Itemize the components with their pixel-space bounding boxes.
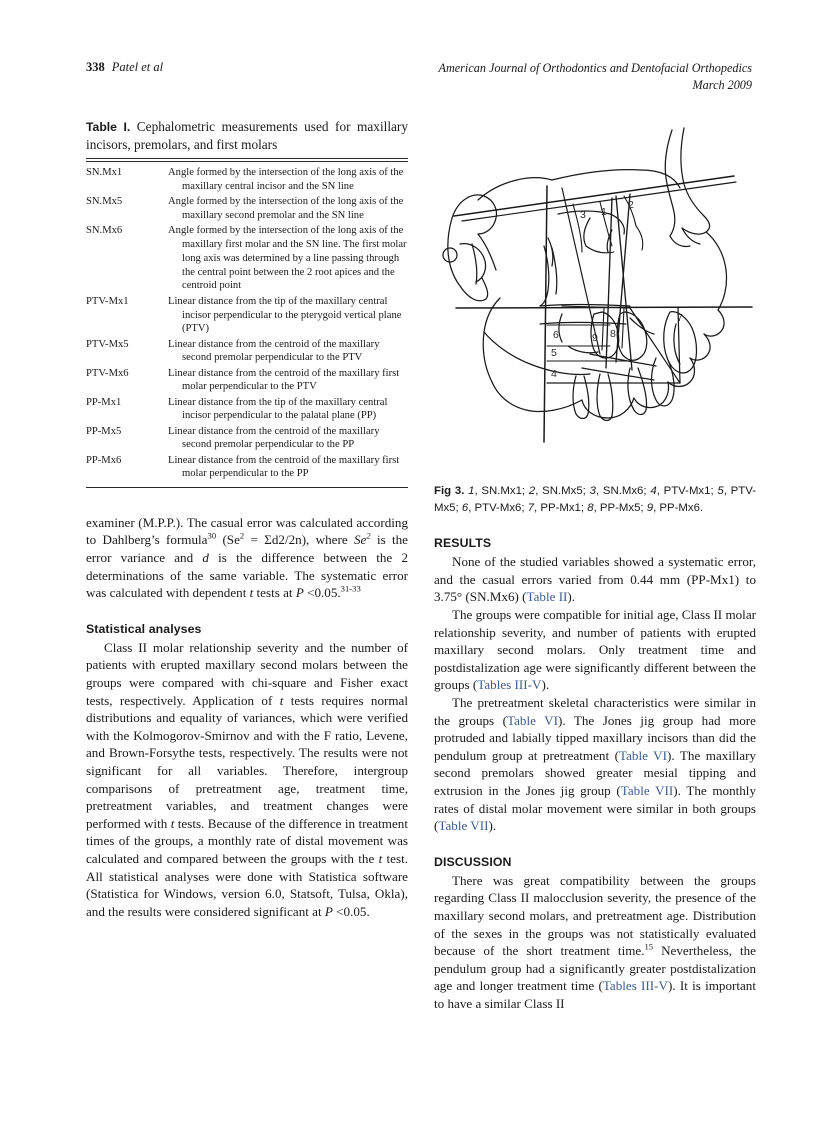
figure-marker-1: 1 — [601, 206, 607, 218]
error-calculation-paragraph: examiner (M.P.P.). The casual error was calculated according to Dahlberg’s formula$^{30}$ $(Se^2 = \Sigma d2/2n)$, where Se$^2$ is the error variance and d is the difference between the 2 determinations of the same variable. The systematic error was calculated with dependent t tests at P <0.05.$^{31-33}$ — [86, 514, 408, 601]
discussion-heading: DISCUSSION — [434, 854, 512, 869]
measurement-key: PP-Mx6 — [86, 454, 122, 466]
measurement-key: PTV-Mx5 — [86, 338, 129, 350]
table-caption-text: Cephalometric measurements used for maxillary incisors, premolars, and first molars — [86, 119, 409, 152]
measurement-desc: Linear distance from the centroid of the maxillary second premolar perpendicular to the PP — [168, 425, 380, 451]
measurement-key: SN.Mx6 — [86, 225, 123, 237]
measurement-key: SN.Mx5 — [86, 196, 123, 208]
figure-marker-8: 8 — [610, 328, 616, 340]
table-row — [86, 295, 408, 338]
measurement-desc: Linear distance from the tip of the maxillary central incisor perpendicular to the palatal plane (PP) — [168, 396, 388, 422]
table-row — [86, 195, 408, 224]
table-row — [86, 224, 408, 294]
measurement-desc: Angle formed by the intersection of the long axis of the maxillary second premolar and the SN line — [168, 196, 404, 222]
results-paragraph: The pretreatment skeletal characteristics were similar in the groups (Table VI). The Jones jig group had more protruded and labially tipped maxillary incisors than did the pendulum group at pretreatment (Table VI). The maxillary second premolars showed greater mesial tipping and extrusion in the Jones jig group (Table VII). The monthly rates of distal molar movement were similar in both groups (Table VII). — [434, 694, 756, 834]
measurement-key: SN.Mx1 — [86, 167, 123, 179]
measurement-key: PTV-Mx1 — [86, 295, 129, 307]
table-label: Table I. — [86, 120, 131, 134]
measurement-desc: Linear distance from the centroid of the maxillary first molar perpendicular to the PTV — [168, 367, 400, 393]
measurement-desc: Angle formed by the intersection of the long axis of the maxillary first molar and the SN line. The first molar long axis was determined by a line passing through the central point between the 2 root apices and the centroid point — [168, 225, 407, 292]
table-row — [86, 425, 408, 454]
left-column — [86, 118, 408, 920]
measurement-key: PTV-Mx6 — [86, 367, 129, 379]
running-head-right — [439, 60, 752, 95]
spacer — [86, 488, 408, 514]
discussion-paragraph: There was great compatibility between the groups regarding Class II malocclusion severity, the presence of the maxillary second molars, and pretreatment age. Distribution of the sexes in the groups was not statistically evaluated because of the short treatment time.$^{15}$ Nevertheless, the pendulum group had a significantly greater postdistalization age and longer treatment time (Tables III-V). It is important to have a similar Class II — [434, 872, 756, 1012]
measurement-desc: Linear distance from the centroid of the maxillary first molar perpendicular to the PP — [168, 454, 400, 480]
table-row — [86, 367, 408, 396]
spacer — [434, 516, 756, 536]
figure-marker-9: 9 — [592, 332, 598, 344]
table-row — [86, 454, 408, 483]
table-top-rule — [86, 158, 408, 162]
running-head — [86, 60, 752, 95]
journal-title: American Journal of Orthodontics and Dentofacial Orthopedics — [438, 61, 752, 75]
running-head-authors: Patel et al — [111, 60, 164, 74]
measurement-desc: Angle formed by the intersection of the long axis of the maxillary central incisor and the SN line — [168, 167, 404, 193]
measurement-key: PP-Mx5 — [86, 425, 122, 437]
spacer — [434, 835, 756, 855]
figure-3 — [434, 118, 756, 516]
figure-marker-7: 7 — [677, 312, 683, 324]
figure-marker-2: 2 — [628, 199, 634, 211]
results-paragraph: None of the studied variables showed a systematic error, and the casual errors varied from 0.44 mm (PP-Mx1) to 3.75° (SN.Mx6) (Table II). — [434, 554, 756, 605]
results-heading: RESULTS — [434, 536, 492, 551]
measurement-key: PP-Mx1 — [86, 396, 122, 408]
figure-marker-4: 4 — [551, 368, 557, 380]
running-head-left — [86, 60, 163, 75]
figure-marker-5: 5 — [551, 347, 557, 359]
spacer — [86, 602, 408, 622]
issue-date: March 2009 — [692, 78, 752, 93]
table-row — [86, 396, 408, 425]
table-row — [86, 338, 408, 367]
page-number: 338 — [86, 60, 105, 74]
figure-marker-6: 6 — [553, 329, 559, 341]
measurements-table-body — [86, 166, 408, 482]
cephalometric-tracing-image — [434, 118, 756, 474]
table-caption — [86, 118, 408, 153]
figure-marker-3: 3 — [580, 209, 586, 221]
right-column — [434, 118, 756, 1013]
measurement-desc: Linear distance from the tip of the maxillary central incisor perpendicular to the pterygoid vertical plane (PTV) — [168, 295, 402, 335]
figure-caption-text: 1, SN.Mx1; 2, SN.Mx5; 3, SN.Mx6; 4, PTV-Mx1; 5, PTV-Mx5; 6, PTV-Mx6; 7, PP-Mx1; 8, PP-Mx5; 9, PP-Mx6. — [434, 485, 757, 514]
statistical-analyses-heading: Statistical analyses — [86, 621, 202, 636]
figure-label: Fig 3. — [434, 485, 465, 497]
measurement-desc: Linear distance from the centroid of the maxillary second premolar perpendicular to the PTV — [168, 338, 380, 364]
measurements-table — [86, 166, 408, 482]
statistical-analyses-paragraph: Class II molar relationship severity and the number of patients with erupted maxillary second molars between the groups were compared with chi-square and Fisher exact tests, respectively. Application of t tests requires normal distributions and equality of variances, which were verified with the Kolmogorov-Smirnov and with the F ratio, Levene, and Brown-Forsythe tests, respectively. The results were not significant for all variables. Therefore, intergroup comparisons of pretreatment age, treatment time, pretreatment variables, and treatment changes were performed with t tests. Because of the difference in treatment times of the groups, a monthly rate of distal movement was calculated and compared between the groups with the t test. All statistical analyses were done with Statistica software (Statistica for Windows, version 6.0, Statsoft, Tulsa, Okla), and the results were considered significant at P <0.05. — [86, 639, 409, 919]
results-paragraph: The groups were compatible for initial age, Class II molar relationship severity, and number of patients with erupted maxillary second molars. Only treatment time and postdistalization age were significantly different between the groups (Tables III-V). — [434, 606, 756, 693]
table-row — [86, 166, 408, 195]
figure-caption — [434, 483, 756, 516]
